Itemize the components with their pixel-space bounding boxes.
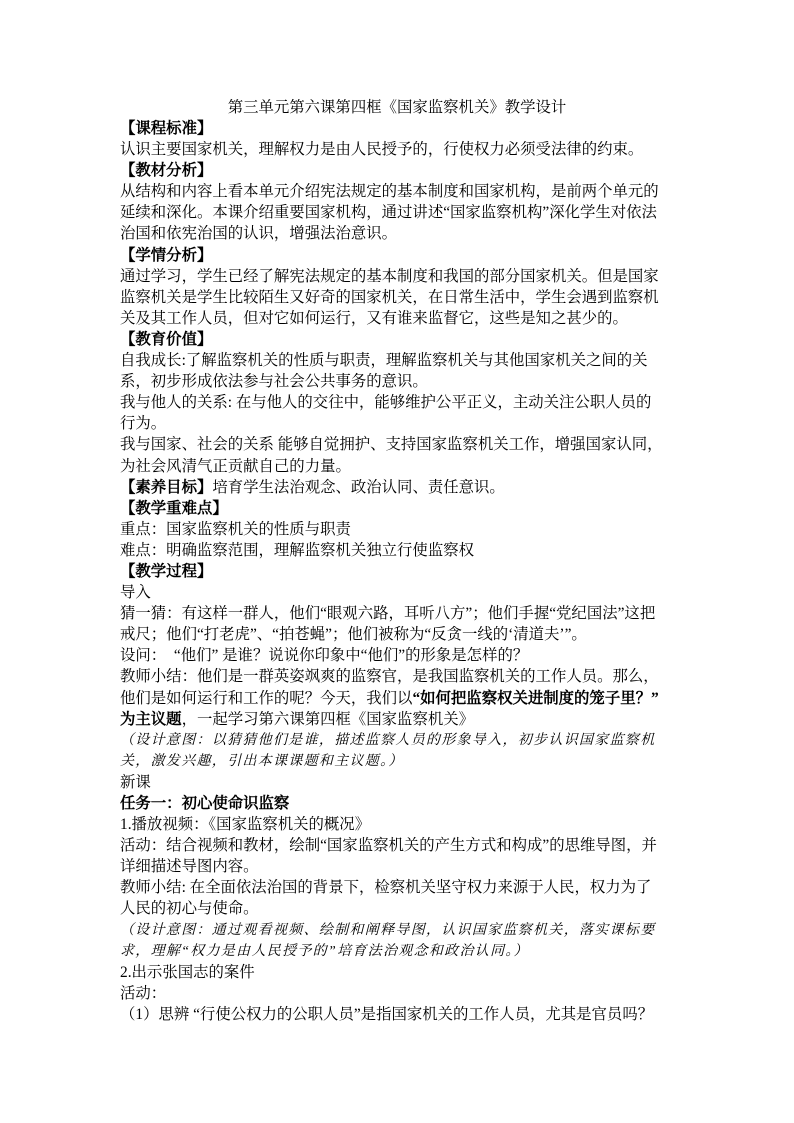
text-run: 自我成长:了解监察机关的性质与职责，理解监察机关与其他国家机关之间的关	[120, 352, 648, 370]
page-title: 第三单元第六课第四框《国家监察机关》教学设计	[227, 99, 567, 116]
document-line	[120, 688, 690, 709]
text-run: 监察机关是学生比较陌生又好奇的国家机关，在日常生活中，学生会遇到监察机	[120, 288, 659, 306]
document-line	[120, 582, 690, 603]
document-line	[120, 772, 690, 793]
bold-text-run: 【学情分析】	[120, 246, 213, 264]
text-run: 关及其工作人员，但对它如何运行，又有谁来监督它，这些是知之甚少的。	[120, 309, 628, 327]
text-run: 通过学习，学生已经了解宪法规定的基本制度和我国的部分国家机关。但是国家	[120, 267, 659, 285]
text-run: ，一起学习第六课第四框《国家监察机关》	[181, 710, 475, 728]
design-note-line	[120, 751, 690, 772]
text-run: 延续和深化。本课介绍重要国家机构，通过讲述“国家监察机构”深化学生对依法	[120, 204, 657, 222]
document-line	[120, 329, 690, 350]
text-run: 新课	[120, 773, 151, 791]
document-line	[120, 118, 690, 139]
text-run: 人民的初心与使命。	[120, 900, 259, 918]
document-line	[120, 540, 690, 561]
text-run: 行为。	[120, 415, 167, 433]
document-line	[120, 898, 690, 919]
text-run: 难点：明确监察范围，理解监察机关独立行使监察权	[120, 541, 474, 559]
document-line	[120, 181, 690, 202]
text-run: 详细描述导图内容。	[120, 858, 259, 876]
document-line	[120, 160, 690, 181]
document-line	[120, 814, 690, 835]
bold-text-run: 【教学重难点】	[120, 499, 228, 517]
bold-text-run: 【课程标准】	[120, 120, 213, 137]
document-line	[120, 603, 690, 624]
text-run: 求，理解“权力是由人民授予的”培育法治观念和政治认同。）	[120, 943, 529, 959]
text-run: 活动：	[120, 984, 167, 1002]
text-run: 活动：结合视频和教材，绘制“国家监察机关的产生方式和构成”的思维导图，并	[120, 837, 657, 855]
document-line	[120, 835, 690, 856]
document-line	[120, 434, 690, 455]
document-line	[120, 287, 690, 308]
document-line	[120, 983, 690, 1004]
document-line	[120, 413, 690, 434]
document-line	[120, 477, 690, 498]
document-line	[120, 308, 690, 329]
document-line	[120, 856, 690, 877]
design-note-line	[120, 920, 690, 941]
text-run: 从结构和内容上看本单元介绍宪法规定的基本制度和国家机构，是前两个单元的	[120, 183, 659, 201]
document-line	[120, 962, 690, 983]
document-line	[120, 519, 690, 540]
text-run: 1.播放视频：《国家监察机关的概况》	[120, 816, 371, 834]
document-line	[120, 245, 690, 266]
document-line	[120, 456, 690, 477]
text-run: 系，初步形成依法参与社会公共事务的意识。	[120, 373, 428, 391]
design-note-line	[120, 730, 690, 751]
text-run: 猜一猜：有这样一群人，他们“眼观六路，耳听八方”；他们手握“党纪国法”这把	[120, 605, 656, 623]
text-run: 我与他人的关系: 在与他人的交往中，能够维护公平正义，主动关注公职人员的	[120, 394, 652, 412]
document-line	[120, 223, 690, 244]
text-run: 认识主要国家机关，理解权力是由人民授予的，行使权力必须受法律的约束。	[120, 141, 644, 159]
document-line	[120, 498, 690, 519]
bold-text-run: 【教育价值】	[120, 330, 213, 348]
document-line	[120, 202, 690, 223]
text-run: 我与国家、社会的关系 能够自觉拥护、支持国家监察机关工作，增强国家认同，	[120, 436, 663, 454]
text-run: 戒尺；他们“打老虎”、“拍苍蝇”；他们被称为“反贪一线的‘清道夫’”。	[120, 626, 587, 644]
text-run: （设计意图：以猜猜他们是谁，描述监察人员的形象导入，初步认识国家监察机	[120, 732, 656, 748]
bold-text-run: 为主议题	[120, 710, 182, 728]
document-line	[120, 561, 690, 582]
document-line	[120, 139, 690, 160]
text-run: 设问： “他们” 是谁？说说你印象中“他们”的形象是怎样的？	[120, 647, 529, 665]
bold-text-run: “如何把监察权关进制度的笼子里？”	[412, 689, 659, 707]
document-line	[120, 666, 690, 687]
text-run: 2.出示张国志的案件	[120, 963, 255, 981]
bold-text-run: 【素养目标】	[120, 478, 213, 496]
text-run: （设计意图：通过观看视频、绘制和阐释导图，认识国家监察机关，落实课标要	[120, 922, 656, 938]
text-run: 治国和依宪治国的认识，增强法治意识。	[120, 225, 398, 243]
text-run: 关，激发兴趣，引出本课课题和主议题。）	[120, 753, 404, 769]
text-run: 他们是如何运行和工作的呢？今天，我们以	[120, 689, 413, 707]
design-note-line	[120, 941, 690, 962]
bold-text-run: 【教材分析】	[120, 162, 213, 180]
document-body	[120, 118, 690, 1025]
text-run: 为社会风清气正贡献自己的力量。	[120, 457, 351, 475]
text-run: 教师小结：他们是一群英姿飒爽的监察官，是我国监察机关的工作人员。那么，	[120, 668, 659, 686]
document-line	[120, 645, 690, 666]
document-line	[120, 1004, 690, 1025]
document-line	[120, 709, 690, 730]
document-line	[120, 266, 690, 287]
text-run: 导入	[120, 584, 151, 602]
document-line	[120, 793, 690, 814]
text-run: （1）思辨 “行使公权力的公职人员”是指国家机关的工作人员，尤其是官员吗？	[120, 1005, 654, 1023]
document-line	[120, 877, 690, 898]
bold-text-run: 【教学过程】	[120, 562, 213, 580]
bold-text-run: 任务一：初心使命识监察	[120, 795, 290, 812]
document-line	[120, 350, 690, 371]
text-run: 培育学生法治观念、政治认同、责任意识。	[212, 478, 505, 496]
document-line	[120, 624, 690, 645]
document-line	[120, 371, 690, 392]
document-line	[120, 392, 690, 413]
text-run: 教师小结: 在全面依法治国的背景下，检察机关坚守权力来源于人民，权力为了	[120, 879, 652, 897]
text-run: 重点：国家监察机关的性质与职责	[120, 520, 351, 538]
